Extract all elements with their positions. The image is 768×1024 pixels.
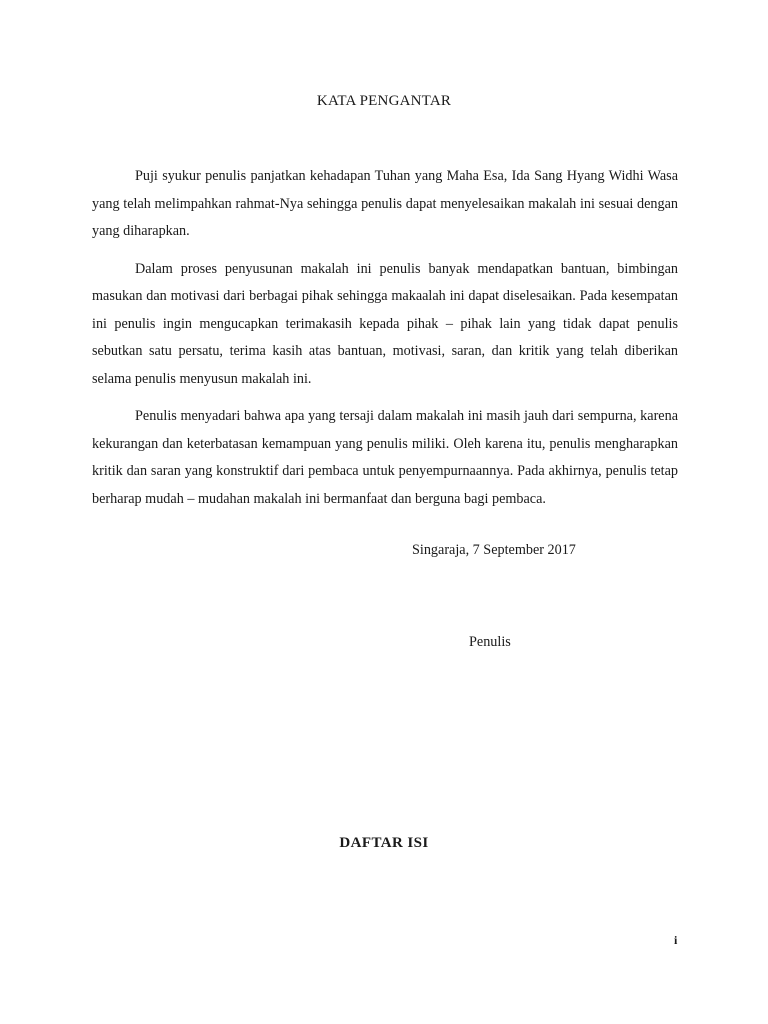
paragraph-1: Puji syukur penulis panjatkan kehadapan Tuhan yang Maha Esa, Ida Sang Hyang Widhi Wasa yang telah melimpahkan rahmat-Nya sehingga penulis dapat menyelesaikan makalah ini sesuai dengan yang diharapkan. — [92, 168, 678, 239]
place-date: Singaraja, 7 September 2017 — [412, 542, 576, 558]
body-text — [92, 163, 678, 523]
paragraph-2: Dalam proses penyusunan makalah ini penulis banyak mendapatkan bantuan, bimbingan masukan dan motivasi dari berbagai pihak sehingga makaalah ini dapat diselesaikan. Pada kesempatan ini penulis ingin mengucapkan terimakasih kepada pihak – pihak lain yang tidak dapat penulis sebutkan satu persatu, terima kasih atas bantuan, motivasi, saran, dan kritik yang telah diberikan selama penulis menyusun makalah ini. — [92, 260, 678, 387]
paragraph-3: Penulis menyadari bahwa apa yang tersaji dalam makalah ini masih jauh dari sempurna, karena kekurangan dan keterbatasan kemampuan yang penulis miliki. Oleh karena itu, penulis mengharapkan kritik dan saran yang konstruktif dari pembaca untuk penyempurnaannya. Pada akhirnya, penulis tetap berharap mudah – mudahan makalah ini bermanfaat dan berguna bagi pembaca. — [92, 408, 678, 507]
page-number: i — [674, 933, 678, 947]
page-title: KATA PENGANTAR — [316, 93, 452, 109]
section-heading-daftar-isi: DAFTAR ISI — [339, 835, 429, 851]
signer-name: Penulis — [469, 634, 511, 650]
